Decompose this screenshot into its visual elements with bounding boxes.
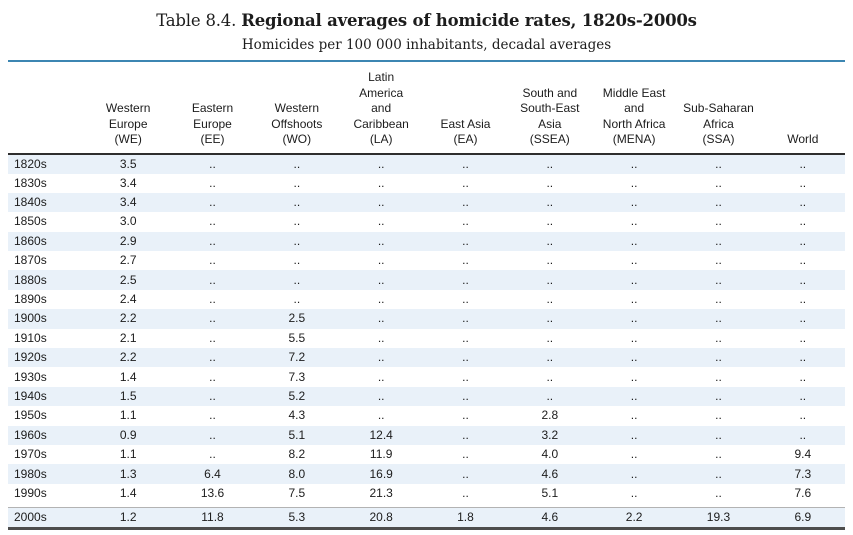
cell-1970s-we: 1.1 bbox=[119, 447, 137, 462]
cell-1990s-ssa: .. bbox=[715, 485, 722, 500]
cell-1870s-la: .. bbox=[377, 253, 385, 268]
cell-1940s-we: 1.5 bbox=[119, 388, 137, 403]
cell-1830s-we: 3.4 bbox=[119, 175, 137, 190]
cell-1860s-wo: .. bbox=[293, 233, 301, 248]
column-header-wo: Western Offshoots (WO) bbox=[255, 62, 339, 154]
cell-1870s-we: 2.7 bbox=[119, 253, 137, 268]
cell-1970s-wo: 8.2 bbox=[288, 447, 306, 462]
cell-1890s-ee: .. bbox=[209, 292, 216, 307]
cell-1910s-mena: .. bbox=[630, 330, 638, 345]
cell-1970s-ssea: 4.0 bbox=[541, 447, 559, 462]
cell-1930s-ea: .. bbox=[462, 369, 469, 384]
cell-1840s-we: 3.4 bbox=[119, 195, 137, 210]
cell-1850s-ssea: .. bbox=[546, 214, 554, 229]
cell-1900s-la: .. bbox=[377, 311, 385, 326]
table-row-1960s bbox=[8, 426, 845, 445]
title-block bbox=[0, 0, 853, 53]
cell-1910s-we: 2.1 bbox=[119, 330, 137, 345]
cell-1880s-mena: .. bbox=[630, 272, 638, 287]
cell-1930s-world: .. bbox=[799, 369, 807, 384]
table-header bbox=[8, 62, 845, 154]
cell-1860s-ea: .. bbox=[462, 233, 469, 248]
cell-1920s-world: .. bbox=[799, 350, 807, 365]
decade-label-1850s: 1850s bbox=[14, 214, 47, 229]
cell-1850s-we: 3.0 bbox=[119, 214, 137, 229]
cell-1970s-world: 9.4 bbox=[794, 447, 812, 462]
table-number: Table 8.4. bbox=[156, 11, 237, 30]
cell-1820s-world: .. bbox=[799, 156, 807, 171]
cell-1860s-la: .. bbox=[377, 233, 385, 248]
cell-1840s-la: .. bbox=[377, 195, 385, 210]
cell-1990s-world: 7.6 bbox=[794, 485, 812, 500]
cell-1930s-la: .. bbox=[377, 369, 385, 384]
cell-1980s-mena: .. bbox=[630, 466, 638, 481]
cell-1890s-ssa: .. bbox=[715, 292, 722, 307]
cell-1840s-world: .. bbox=[799, 195, 807, 210]
cell-1900s-ssea: .. bbox=[546, 311, 554, 326]
cell-1890s-mena: .. bbox=[630, 292, 638, 307]
column-header-la: Latin America and Caribbean (LA) bbox=[339, 62, 423, 154]
decade-label-1840s: 1840s bbox=[14, 195, 47, 210]
cell-1950s-ea: .. bbox=[462, 408, 469, 423]
cell-1890s-ea: .. bbox=[462, 292, 469, 307]
cell-1940s-la: .. bbox=[377, 388, 385, 403]
cell-1920s-ssa: .. bbox=[715, 350, 722, 365]
cell-1940s-ee: .. bbox=[209, 388, 216, 403]
cell-1840s-wo: .. bbox=[293, 195, 301, 210]
table-row-1950s bbox=[8, 406, 845, 425]
decade-label-1860s: 1860s bbox=[14, 233, 47, 248]
cell-1880s-world: .. bbox=[799, 272, 807, 287]
cell-1880s-ssea: .. bbox=[546, 272, 554, 287]
cell-1820s-we: 3.5 bbox=[119, 156, 137, 171]
cell-1890s-wo: .. bbox=[293, 292, 301, 307]
cell-1910s-ssea: .. bbox=[546, 330, 554, 345]
cell-1950s-ssea: 2.8 bbox=[541, 408, 559, 423]
cell-1820s-wo: .. bbox=[293, 156, 301, 171]
cell-1940s-ssea: .. bbox=[546, 388, 554, 403]
cell-1970s-mena: .. bbox=[630, 447, 638, 462]
cell-1990s-we: 1.4 bbox=[119, 485, 137, 500]
decade-label-1880s: 1880s bbox=[14, 272, 47, 287]
decade-column-header bbox=[8, 62, 86, 154]
cell-1840s-ssea: .. bbox=[546, 195, 554, 210]
cell-1830s-ea: .. bbox=[462, 175, 469, 190]
cell-1880s-ssa: .. bbox=[715, 272, 722, 287]
cell-1960s-ea: .. bbox=[462, 427, 469, 442]
cell-1930s-mena: .. bbox=[630, 369, 638, 384]
cell-2000s-we: 1.2 bbox=[86, 508, 170, 529]
cell-1890s-we: 2.4 bbox=[119, 292, 137, 307]
cell-1830s-ee: .. bbox=[209, 175, 216, 190]
cell-1830s-ssea: .. bbox=[546, 175, 554, 190]
cell-1900s-mena: .. bbox=[630, 311, 638, 326]
cell-1840s-ea: .. bbox=[462, 195, 469, 210]
cell-1880s-wo: .. bbox=[293, 272, 301, 287]
cell-1940s-world: .. bbox=[799, 388, 807, 403]
cell-1950s-la: .. bbox=[377, 408, 385, 423]
cell-1990s-mena: .. bbox=[630, 485, 638, 500]
cell-1830s-ssa: .. bbox=[715, 175, 722, 190]
cell-1850s-wo: .. bbox=[293, 214, 301, 229]
cell-1910s-ea: .. bbox=[462, 330, 469, 345]
cell-1870s-ssa: .. bbox=[715, 253, 722, 268]
decade-label-1890s: 1890s bbox=[14, 292, 47, 307]
cell-1880s-ee: .. bbox=[209, 272, 216, 287]
table-row-1870s bbox=[8, 251, 845, 270]
cell-1870s-ee: .. bbox=[209, 253, 216, 268]
cell-1990s-la: 21.3 bbox=[369, 485, 393, 500]
cell-1880s-ea: .. bbox=[462, 272, 469, 287]
cell-1930s-ee: .. bbox=[209, 369, 216, 384]
cell-1920s-ee: .. bbox=[209, 350, 216, 365]
cell-1820s-ea: .. bbox=[462, 156, 469, 171]
cell-1850s-ee: .. bbox=[209, 214, 216, 229]
table-row-1980s bbox=[8, 464, 845, 483]
decade-label-1980s: 1980s bbox=[14, 466, 47, 481]
cell-1860s-ee: .. bbox=[209, 233, 216, 248]
cell-1950s-ee: .. bbox=[209, 408, 216, 423]
table-row-1970s bbox=[8, 445, 845, 464]
cell-1930s-wo: 7.3 bbox=[288, 369, 306, 384]
cell-1970s-la: 11.9 bbox=[369, 447, 393, 462]
cell-1980s-ea: .. bbox=[462, 466, 469, 481]
cell-1820s-ee: .. bbox=[209, 156, 216, 171]
cell-1980s-wo: 8.0 bbox=[288, 466, 306, 481]
cell-1910s-ssa: .. bbox=[715, 330, 722, 345]
table-row-1940s bbox=[8, 387, 845, 406]
cell-1960s-ssea: 3.2 bbox=[541, 427, 559, 442]
cell-1860s-world: .. bbox=[799, 233, 807, 248]
cell-1900s-ea: .. bbox=[462, 311, 469, 326]
homicide-table-wrap bbox=[8, 62, 845, 530]
cell-1970s-ea: .. bbox=[462, 447, 469, 462]
column-header-mena: Middle East and North Africa (MENA) bbox=[592, 62, 676, 154]
cell-2000s-ssea: 4.6 bbox=[508, 508, 592, 529]
cell-2000s-mena: 2.2 bbox=[592, 508, 676, 529]
cell-1920s-ea: .. bbox=[462, 350, 469, 365]
cell-1950s-world: .. bbox=[799, 408, 807, 423]
cell-1870s-world: .. bbox=[799, 253, 807, 268]
cell-1830s-mena: .. bbox=[630, 175, 638, 190]
table-row-2000s bbox=[8, 508, 845, 529]
cell-1940s-wo: 5.2 bbox=[288, 388, 306, 403]
cell-1900s-wo: 2.5 bbox=[288, 311, 306, 326]
table-row-1910s bbox=[8, 329, 845, 348]
cell-1900s-world: .. bbox=[799, 311, 807, 326]
cell-1850s-world: .. bbox=[799, 214, 807, 229]
cell-1950s-mena: .. bbox=[630, 408, 638, 423]
cell-1990s-ea: .. bbox=[462, 485, 469, 500]
cell-1980s-la: 16.9 bbox=[369, 466, 393, 481]
cell-1830s-wo: .. bbox=[293, 175, 301, 190]
cell-1970s-ee: .. bbox=[209, 447, 216, 462]
cell-2000s-la: 20.8 bbox=[339, 508, 423, 529]
cell-1930s-ssa: .. bbox=[715, 369, 722, 384]
cell-1960s-la: 12.4 bbox=[369, 427, 393, 442]
cell-1850s-la: .. bbox=[377, 214, 385, 229]
cell-1960s-ssa: .. bbox=[715, 427, 722, 442]
table-row-1880s bbox=[8, 270, 845, 289]
homicide-rates-table bbox=[8, 62, 845, 530]
table-row-1840s bbox=[8, 193, 845, 212]
cell-1900s-ee: .. bbox=[209, 311, 216, 326]
cell-1920s-we: 2.2 bbox=[119, 350, 137, 365]
decade-label-1920s: 1920s bbox=[14, 350, 47, 365]
table-body bbox=[8, 154, 845, 529]
cell-1920s-mena: .. bbox=[630, 350, 638, 365]
column-header-world: World bbox=[761, 62, 845, 154]
cell-1890s-la: .. bbox=[377, 292, 385, 307]
cell-1900s-we: 2.2 bbox=[119, 311, 137, 326]
cell-1870s-ea: .. bbox=[462, 253, 469, 268]
cell-1990s-wo: 7.5 bbox=[288, 485, 306, 500]
cell-1870s-mena: .. bbox=[630, 253, 638, 268]
cell-1840s-ssa: .. bbox=[715, 195, 722, 210]
cell-1840s-mena: .. bbox=[630, 195, 638, 210]
cell-1940s-mena: .. bbox=[630, 388, 638, 403]
table-row-1930s bbox=[8, 367, 845, 386]
cell-1960s-mena: .. bbox=[630, 427, 638, 442]
column-header-ee: Eastern Europe (EE) bbox=[170, 62, 254, 154]
table-row-1990s bbox=[8, 484, 845, 503]
cell-1920s-la: .. bbox=[377, 350, 385, 365]
cell-1880s-we: 2.5 bbox=[119, 272, 137, 287]
cell-1900s-ssa: .. bbox=[715, 311, 722, 326]
column-header-ssea: South and South-East Asia (SSEA) bbox=[508, 62, 592, 154]
cell-1850s-ssa: .. bbox=[715, 214, 722, 229]
decade-label-1940s: 1940s bbox=[14, 388, 47, 403]
header-row bbox=[8, 62, 845, 154]
cell-1860s-ssea: .. bbox=[546, 233, 554, 248]
cell-1930s-we: 1.4 bbox=[119, 369, 137, 384]
cell-1970s-ssa: .. bbox=[715, 447, 722, 462]
cell-1910s-la: .. bbox=[377, 330, 385, 345]
table-row-1850s bbox=[8, 212, 845, 231]
column-header-we: Western Europe (WE) bbox=[86, 62, 170, 154]
table-title-main: Regional averages of homicide rates, 1820s-2000s bbox=[241, 11, 697, 30]
cell-1880s-la: .. bbox=[377, 272, 385, 287]
decade-label-1950s: 1950s bbox=[14, 408, 47, 423]
cell-1870s-wo: .. bbox=[293, 253, 301, 268]
cell-1860s-mena: .. bbox=[630, 233, 638, 248]
cell-1860s-ssa: .. bbox=[715, 233, 722, 248]
cell-1910s-ee: .. bbox=[209, 330, 216, 345]
cell-1990s-ee: 13.6 bbox=[200, 485, 225, 500]
cell-1820s-ssea: .. bbox=[546, 156, 554, 171]
table-row-1860s bbox=[8, 232, 845, 251]
cell-1960s-ee: .. bbox=[209, 427, 216, 442]
cell-1980s-we: 1.3 bbox=[119, 466, 137, 481]
cell-1960s-wo: 5.1 bbox=[288, 427, 306, 442]
cell-1890s-ssea: .. bbox=[546, 292, 554, 307]
cell-1920s-ssea: .. bbox=[546, 350, 554, 365]
cell-1850s-ea: .. bbox=[462, 214, 469, 229]
decade-label-1970s: 1970s bbox=[14, 447, 47, 462]
cell-1980s-ssa: .. bbox=[715, 466, 722, 481]
cell-1920s-wo: 7.2 bbox=[288, 350, 306, 365]
cell-1990s-ssea: 5.1 bbox=[541, 485, 559, 500]
cell-1940s-ssa: .. bbox=[715, 388, 722, 403]
cell-1850s-mena: .. bbox=[630, 214, 638, 229]
cell-1820s-la: .. bbox=[377, 156, 385, 171]
decade-label-1900s: 1900s bbox=[14, 311, 47, 326]
cell-2000s-ee: 11.8 bbox=[170, 508, 254, 529]
table-title bbox=[0, 11, 853, 31]
decade-label-2000s: 2000s bbox=[8, 508, 86, 529]
cell-1930s-ssea: .. bbox=[546, 369, 554, 384]
table-row-1820s bbox=[8, 154, 845, 174]
cell-1860s-we: 2.9 bbox=[119, 233, 137, 248]
column-header-ea: East Asia (EA) bbox=[423, 62, 507, 154]
cell-2000s-world: 6.9 bbox=[761, 508, 845, 529]
cell-1820s-mena: .. bbox=[630, 156, 638, 171]
cell-1910s-wo: 5.5 bbox=[288, 330, 306, 345]
decade-label-1870s: 1870s bbox=[14, 253, 47, 268]
table-row-1830s bbox=[8, 174, 845, 193]
decade-label-1910s: 1910s bbox=[14, 330, 47, 345]
table-row-1920s bbox=[8, 348, 845, 367]
decade-label-1990s: 1990s bbox=[14, 485, 47, 500]
cell-1960s-world: .. bbox=[799, 427, 807, 442]
cell-1960s-we: 0.9 bbox=[119, 427, 137, 442]
decade-label-1960s: 1960s bbox=[14, 427, 47, 442]
cell-1830s-world: .. bbox=[799, 175, 807, 190]
table-row-1890s bbox=[8, 290, 845, 309]
cell-1980s-world: 7.3 bbox=[794, 466, 812, 481]
table-subtitle: Homicides per 100 000 inhabitants, decadal averages bbox=[241, 37, 612, 53]
cell-1950s-ssa: .. bbox=[715, 408, 722, 423]
cell-1950s-wo: 4.3 bbox=[288, 408, 306, 423]
cell-1980s-ssea: 4.6 bbox=[541, 466, 559, 481]
cell-1950s-we: 1.1 bbox=[119, 408, 137, 423]
decade-label-1830s: 1830s bbox=[14, 175, 47, 190]
cell-1870s-ssea: .. bbox=[546, 253, 554, 268]
cell-1910s-world: .. bbox=[799, 330, 807, 345]
decade-label-1930s: 1930s bbox=[14, 369, 47, 384]
cell-1820s-ssa: .. bbox=[715, 156, 722, 171]
cell-1840s-ee: .. bbox=[209, 195, 216, 210]
column-header-ssa: Sub-Saharan Africa (SSA) bbox=[676, 62, 760, 154]
cell-2000s-ea: 1.8 bbox=[423, 508, 507, 529]
cell-1940s-ea: .. bbox=[462, 388, 469, 403]
cell-2000s-wo: 5.3 bbox=[255, 508, 339, 529]
cell-1830s-la: .. bbox=[377, 175, 385, 190]
decade-label-1820s: 1820s bbox=[14, 156, 47, 171]
cell-2000s-ssa: 19.3 bbox=[676, 508, 760, 529]
cell-1980s-ee: 6.4 bbox=[204, 466, 221, 481]
cell-1890s-world: .. bbox=[799, 292, 807, 307]
table-row-1900s bbox=[8, 309, 845, 328]
